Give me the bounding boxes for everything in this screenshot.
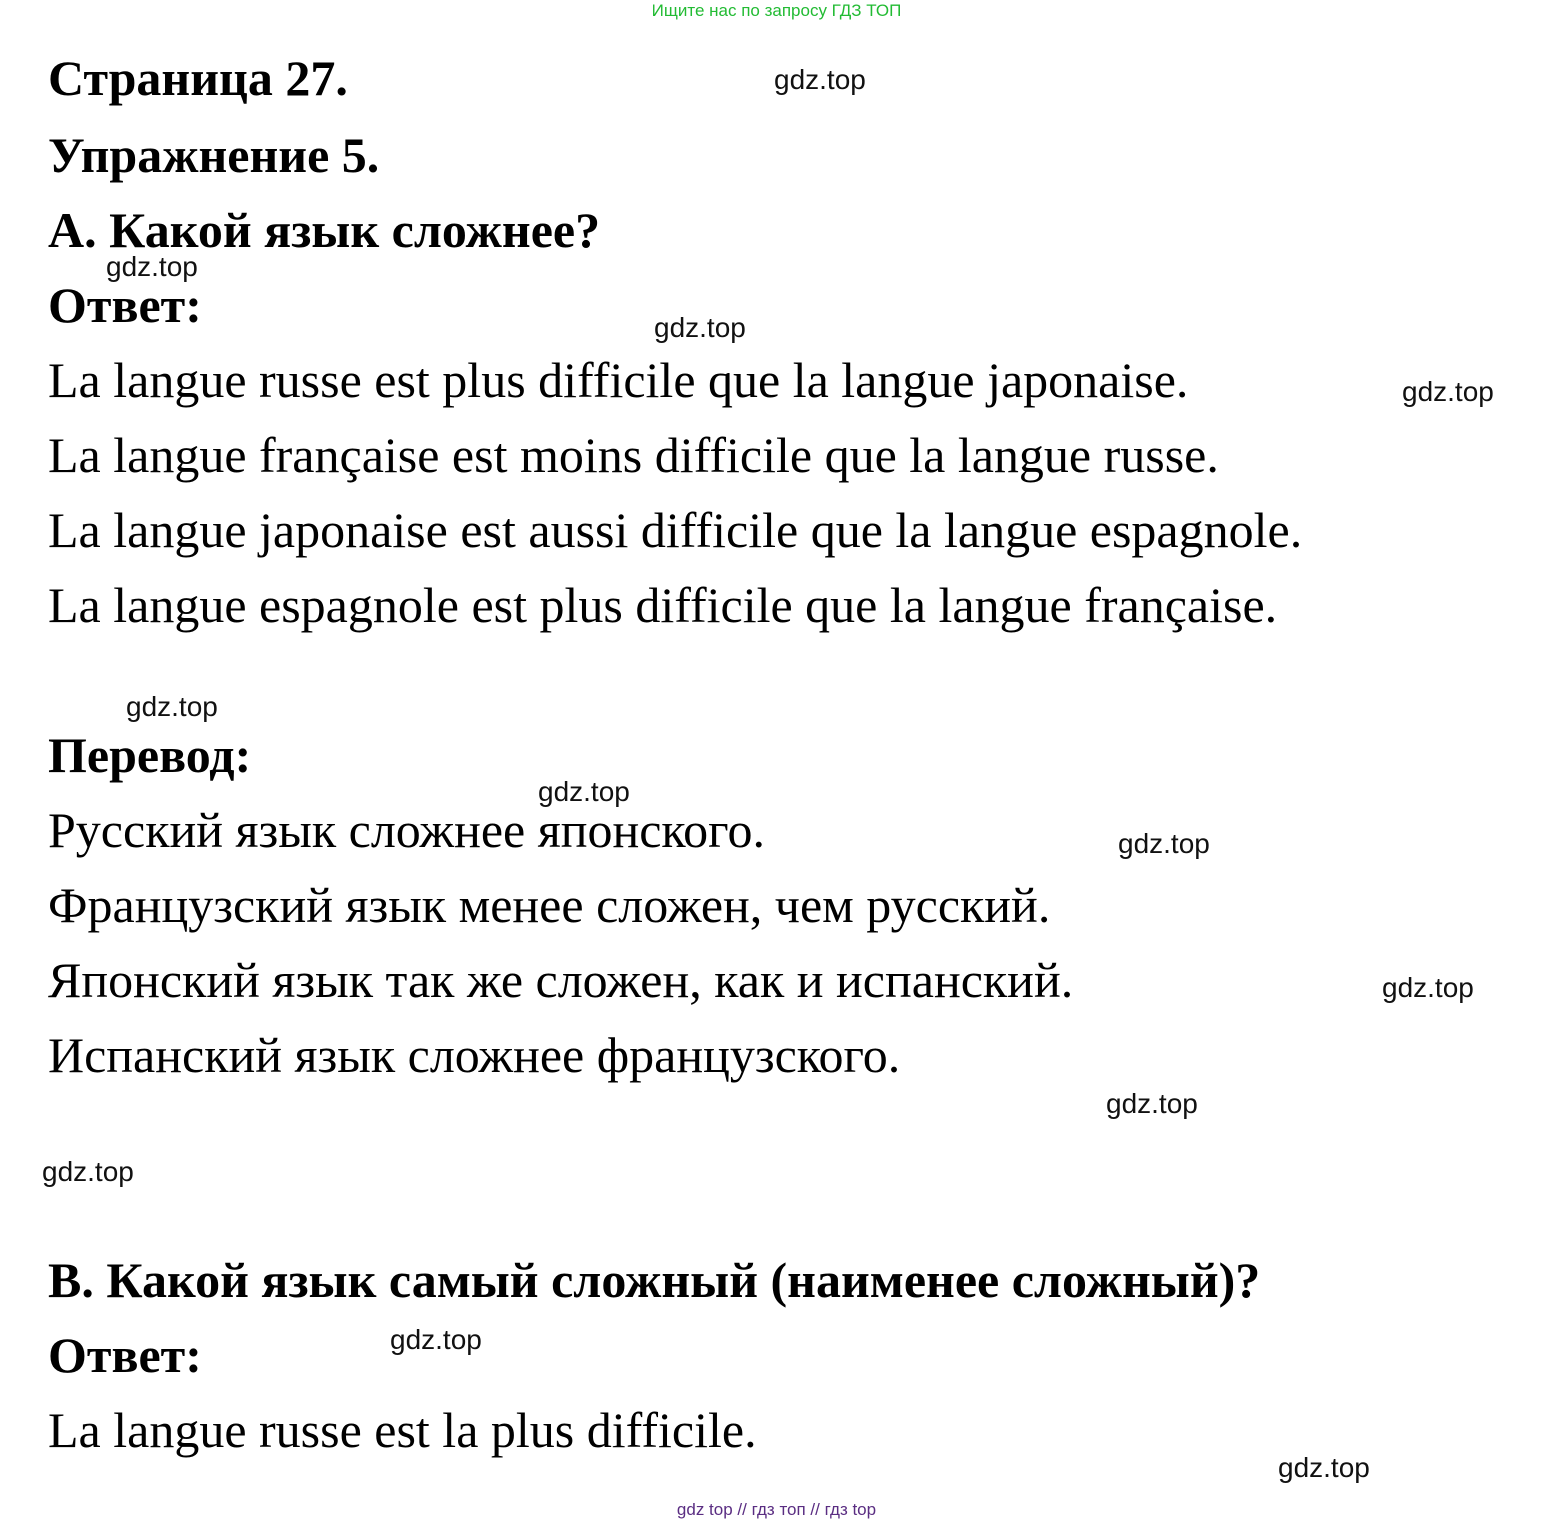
watermark: gdz.top: [1402, 376, 1494, 407]
watermark: gdz.top: [1118, 828, 1210, 859]
answer-line: La langue française est moins difficile que la langue russe.: [48, 427, 1219, 483]
top-banner[interactable]: Ищите нас по запросу ГДЗ ТОП: [651, 1, 902, 20]
page-title: Страница 27.: [48, 50, 348, 106]
watermark: gdz.top: [1278, 1452, 1370, 1483]
watermark: gdz.top: [1106, 1088, 1198, 1119]
watermark: gdz.top: [390, 1324, 482, 1355]
watermark: gdz.top: [106, 251, 198, 282]
footer-links[interactable]: gdz top // гдз топ // гдз top: [676, 1500, 877, 1519]
watermark: gdz.top: [538, 776, 630, 807]
answer-line: La langue espagnole est plus difficile que la langue française.: [48, 577, 1278, 633]
watermark: gdz.top: [774, 64, 866, 95]
section-b-question: В. Какой язык самый сложный (наименее сложный)?: [48, 1252, 1261, 1308]
answer-line: La langue russe est plus difficile que la langue japonaise.: [48, 352, 1189, 408]
translation-line: Японский язык так же сложен, как и испанский.: [48, 952, 1074, 1008]
watermark: gdz.top: [654, 312, 746, 343]
translation-line: Французский язык менее сложен, чем русский.: [48, 877, 1051, 933]
answer-line: La langue russe est la plus difficile.: [48, 1402, 757, 1458]
watermark: gdz.top: [1382, 972, 1474, 1003]
watermark: gdz.top: [126, 691, 218, 722]
translation-label: Перевод:: [48, 727, 252, 783]
translation-line: Русский язык сложнее японского.: [48, 802, 765, 858]
watermark: gdz.top: [42, 1156, 134, 1187]
exercise-title: Упражнение 5.: [48, 127, 380, 183]
answer-line: La langue japonaise est aussi difficile que la langue espagnole.: [48, 502, 1303, 558]
translation-line: Испанский язык сложнее французского.: [48, 1027, 901, 1083]
section-a-question: А. Какой язык сложнее?: [48, 202, 601, 258]
section-b-answer-label: Ответ:: [48, 1327, 202, 1383]
section-a-answer-label: Ответ:: [48, 277, 202, 333]
